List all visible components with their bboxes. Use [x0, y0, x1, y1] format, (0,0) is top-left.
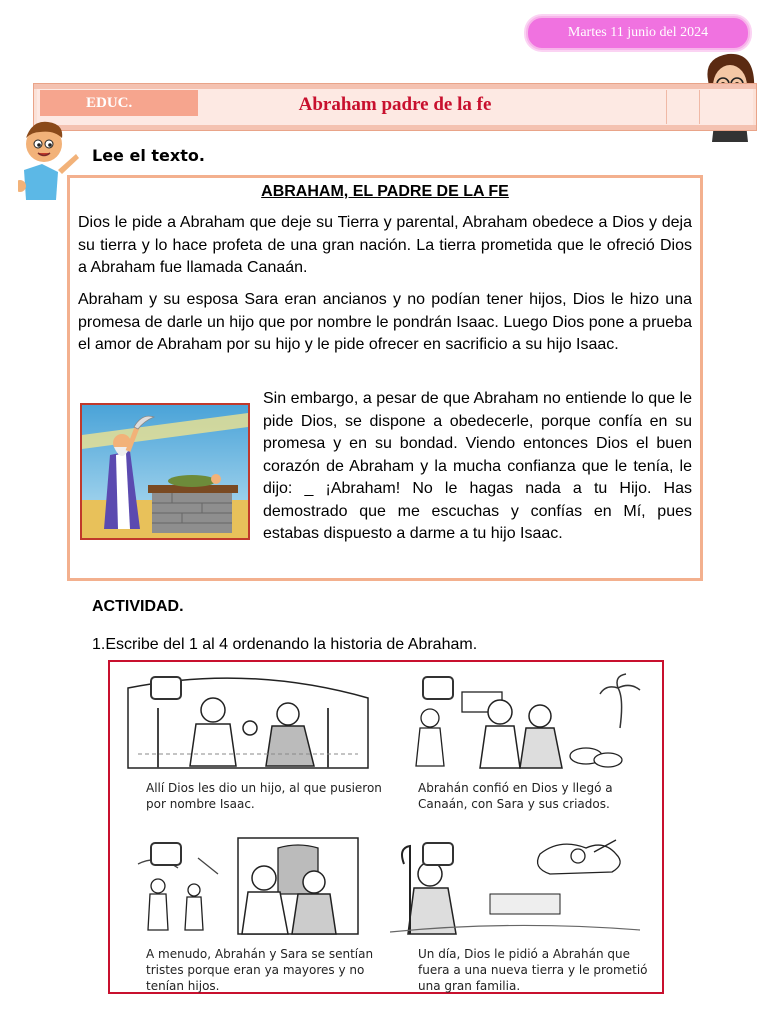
story-panel-god-calls-abraham	[390, 834, 650, 993]
order-number-box[interactable]	[150, 676, 182, 700]
reading-paragraph: Dios le pide a Abraham que deje su Tierra y parental, Abraham obedece a Dios y deja su tierra y lo hace profeta de una gran nación. La tierra prometida que le ofreció Dios a Abraham fue llamada Canaán.	[78, 214, 692, 276]
order-number-box[interactable]	[150, 842, 182, 866]
banner-stripe	[34, 84, 756, 89]
date-badge	[526, 16, 750, 50]
story-panel-arrival-canaan	[390, 668, 650, 823]
banner-divider	[699, 90, 700, 124]
activity-title: ACTIVIDAD.	[92, 598, 184, 615]
story-ordering-box	[108, 660, 664, 994]
panel-caption: A menudo, Abrahán y Sara se sentían tristes porque eran ya mayores y no tenían hijos.	[146, 947, 374, 993]
reading-box	[67, 175, 703, 581]
subject-tab: EDUC.	[40, 90, 198, 116]
reading-paragraph: Abraham y su esposa Sara eran ancianos y no podían tener hijos, Dios le hizo una promesa de darle un hijo que por nombre le pondrán Isaac. Luego Dios pone a prueba el amor de Abraham por su hijo y le pide ofrecer en sacrificio a su hijo Isaac.	[78, 291, 692, 353]
order-number-box[interactable]	[422, 842, 454, 866]
instruction-text: Lee el texto.	[92, 146, 205, 165]
banner-divider	[666, 90, 667, 124]
story-panel-sad-couple	[118, 834, 378, 993]
story-panel-birth-of-isaac	[118, 668, 382, 823]
reading-paragraph: Sin embargo, a pesar de que Abraham no entiende lo que le pide Dios, se dispone a obedecerle, porque confía en su promesa y en su bondad. Viendo entonces Dios el buen corazón de Abraham y la mucha confianza que le tenía, le dijo: _ ¡Abraham! No le hagas nada a tu Hijo. Has demostrado que me escuchas y confías en Mí, pues estabas dispuesto a darme a tu hijo Isaac.	[263, 390, 692, 542]
banner-stripe	[34, 125, 756, 130]
page-title: Abraham padre de la fe	[298, 94, 492, 115]
activity-question: 1.Escribe del 1 al 4 ordenando la historia de Abraham.	[92, 636, 478, 653]
panel-caption: Un día, Dios le pidió a Abrahán que fuera a una nueva tierra y le prometió una gran familia.	[418, 947, 648, 993]
order-number-box[interactable]	[422, 676, 454, 700]
reading-title: ABRAHAM, EL PADRE DE LA FE	[261, 183, 509, 200]
panel-caption: Allí Dios les dio un hijo, al que pusieron por nombre Isaac.	[146, 781, 382, 811]
panel-caption: Abrahán confió en Dios y llegó a Canaán, con Sara y sus criados.	[418, 781, 613, 811]
abraham-sacrifice-illustration	[80, 403, 250, 540]
date-text: Martes 11 junio del 2024	[567, 25, 709, 40]
